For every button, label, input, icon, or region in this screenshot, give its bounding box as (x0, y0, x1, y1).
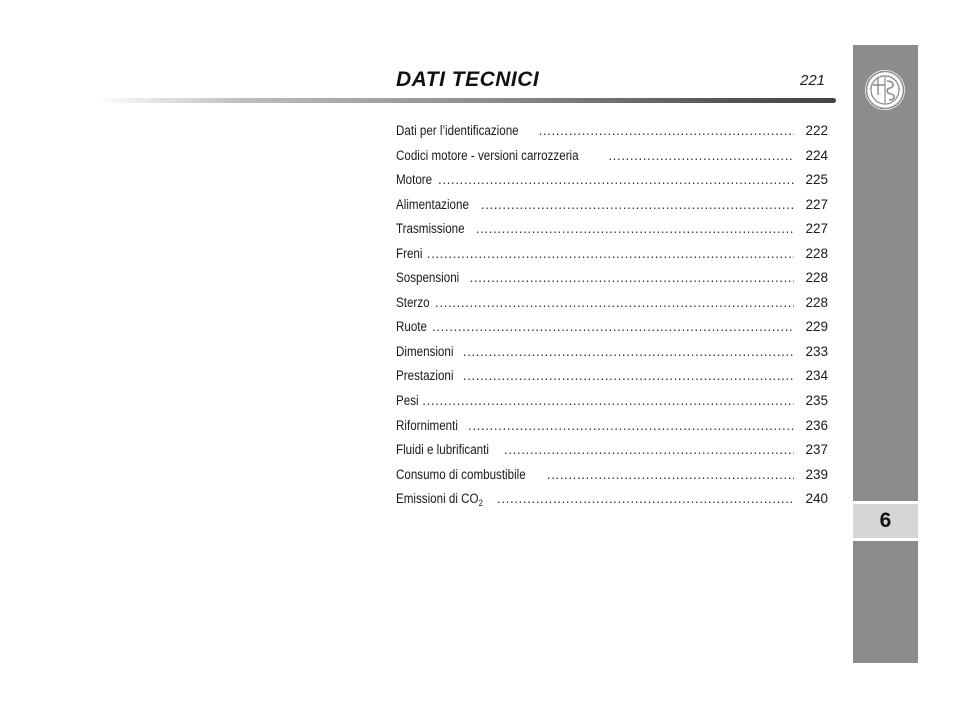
toc-entry-page: 227 (805, 196, 828, 212)
toc-dot-leader (435, 295, 794, 310)
toc-entry-page: 228 (805, 270, 828, 286)
toc-entry-label: Codici motore - versioni carrozzeria (396, 147, 579, 163)
toc-entry[interactable] (396, 246, 828, 271)
chapter-side-tab (853, 45, 918, 663)
toc-entry-page: 222 (805, 123, 828, 138)
toc-entry-label: Ruote (396, 319, 427, 335)
toc-dot-leader (547, 467, 794, 482)
toc-entry-label: Dati per l’identificazione (396, 123, 519, 138)
section-title: DATI TECNICI (396, 68, 540, 91)
toc-dot-leader (468, 418, 794, 433)
toc-entry-label: Consumo di combustibile (396, 466, 526, 482)
toc-entry-label: Motore (396, 172, 433, 188)
toc-entry-page: 228 (805, 245, 828, 261)
toc-dot-leader (481, 197, 794, 212)
toc-entry[interactable] (396, 172, 828, 197)
toc-entry[interactable] (396, 491, 828, 516)
toc-entry-page: 229 (805, 319, 828, 335)
toc-dot-leader (427, 246, 794, 261)
toc-entry[interactable] (396, 319, 828, 344)
toc-entry-label: Emissioni di $CO_2$ (396, 491, 483, 509)
toc-dot-leader (432, 319, 794, 334)
toc-entry[interactable] (396, 295, 828, 320)
toc-entry-label: Sospensioni (396, 270, 460, 286)
toc-entry-page: 224 (805, 147, 828, 163)
toc-entry-page: 237 (805, 442, 828, 458)
page-number: 221 (800, 72, 826, 89)
toc-entry[interactable] (396, 148, 828, 173)
toc-entry[interactable] (396, 393, 828, 418)
toc-entry[interactable] (396, 123, 828, 148)
toc-entry[interactable] (396, 467, 828, 492)
toc-entry-page: 235 (805, 393, 828, 409)
toc-dot-leader (422, 393, 794, 408)
toc-entry-page: 225 (805, 172, 828, 188)
toc-entry-page: 227 (805, 221, 828, 237)
toc-dot-leader (463, 368, 794, 383)
toc-entry[interactable] (396, 344, 828, 369)
toc-dot-leader (438, 172, 794, 187)
toc-entry-label: Alimentazione (396, 196, 469, 212)
toc-dot-leader (476, 221, 794, 236)
toc-entry-page: 228 (805, 294, 828, 310)
toc-entry-page: 233 (805, 343, 828, 359)
toc-entry-label-subscript: 2 (478, 498, 483, 509)
alfa-romeo-badge-icon (864, 69, 906, 111)
toc-entry-page: 239 (805, 466, 828, 482)
toc-entry[interactable] (396, 221, 828, 246)
chapter-number: 6 (879, 509, 892, 532)
toc-entry-label: Trasmissione (396, 221, 465, 237)
toc-entry[interactable] (396, 197, 828, 222)
toc-entry[interactable] (396, 442, 828, 467)
toc-entry-label: Pesi (396, 393, 419, 409)
toc-dot-leader (539, 123, 794, 138)
toc-entry-label: Sterzo (396, 294, 430, 310)
chapter-marker (853, 501, 918, 541)
toc-entry[interactable] (396, 270, 828, 295)
toc-entry-label: Dimensioni (396, 343, 454, 359)
toc-entry-page: 236 (805, 417, 828, 433)
toc-dot-leader (497, 491, 794, 506)
toc-dot-leader (504, 442, 794, 457)
header-divider (96, 98, 836, 103)
toc-entry-label: Prestazioni (396, 368, 454, 384)
toc-entry-page: 240 (805, 491, 828, 507)
toc-dot-leader (470, 270, 794, 285)
toc-dot-leader (608, 148, 794, 163)
toc-dot-leader (463, 344, 794, 359)
toc-entry-label: Rifornimenti (396, 417, 458, 433)
toc-entry[interactable] (396, 368, 828, 393)
table-of-contents (396, 123, 828, 516)
toc-entry-label: Fluidi e lubrificanti (396, 442, 489, 458)
toc-entry-page: 234 (805, 368, 828, 384)
toc-entry-label: Freni (396, 245, 423, 261)
toc-entry[interactable] (396, 418, 828, 443)
